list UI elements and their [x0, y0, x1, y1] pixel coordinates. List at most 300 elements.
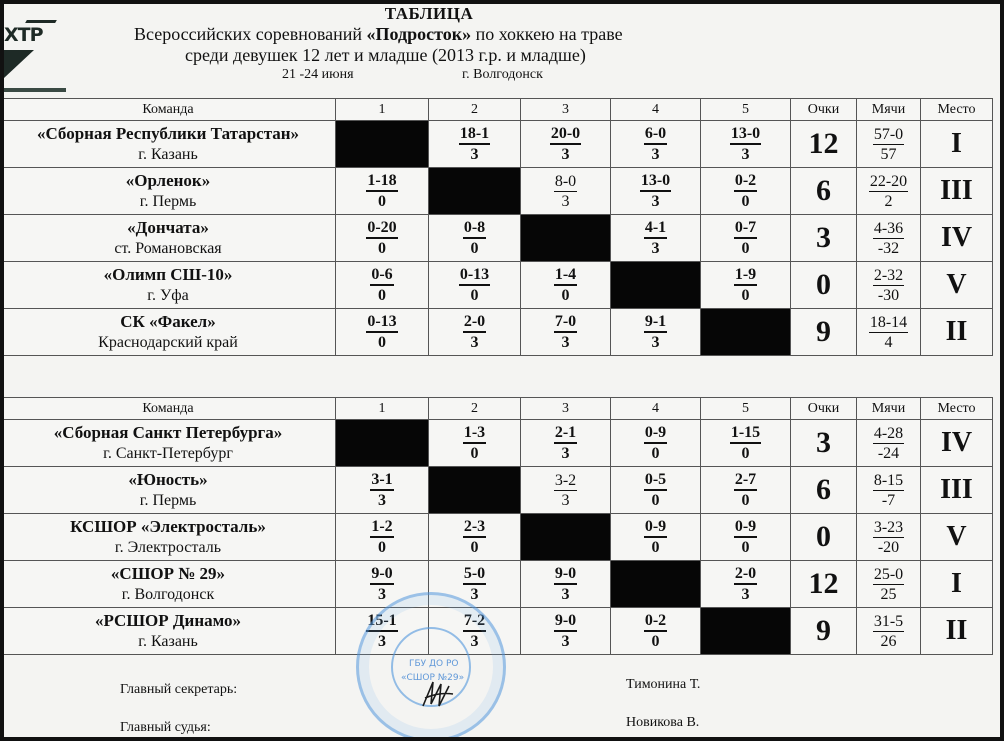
goals-for-against: 57-0 [873, 125, 904, 143]
match-result [459, 265, 490, 305]
match-result [734, 218, 757, 258]
match-points: 0 [470, 240, 479, 257]
goal-difference: -20 [877, 538, 900, 556]
match-result-cell [336, 514, 429, 561]
match-result [370, 470, 393, 510]
match-points: 0 [377, 240, 386, 257]
match-score: 2-0 [734, 564, 757, 585]
match-score: 3-2 [554, 471, 577, 489]
match-result-cell [521, 121, 611, 168]
team-city: г. Уфа [147, 287, 189, 304]
match-points: 0 [377, 334, 386, 351]
total-points: 0 [791, 514, 857, 561]
subtitle-suffix: по хоккею на траве [471, 24, 623, 44]
header-col-1: 1 [336, 398, 429, 420]
match-score: 2-1 [554, 423, 577, 444]
signature-icon [419, 676, 459, 712]
final-place: III [921, 467, 993, 514]
match-result [640, 171, 671, 211]
match-score: 0-2 [734, 171, 757, 192]
match-result-cell [521, 467, 611, 514]
match-score: 0-9 [734, 517, 757, 538]
match-points: 3 [561, 192, 570, 210]
match-result [463, 517, 486, 557]
match-result-cell [701, 121, 791, 168]
match-score: 1-3 [463, 423, 486, 444]
match-points: 3 [561, 146, 570, 163]
goals-cell [857, 262, 921, 309]
match-result [734, 265, 757, 305]
match-score: 0-20 [366, 218, 397, 239]
match-result [644, 218, 667, 258]
match-result [370, 564, 393, 604]
match-score: 18-1 [459, 124, 490, 145]
match-points: 3 [377, 586, 386, 603]
match-score: 1-9 [734, 265, 757, 286]
total-points: 6 [791, 467, 857, 514]
goal-difference: 4 [884, 333, 893, 351]
match-result-cell [701, 467, 791, 514]
header-col-4: 4 [611, 99, 701, 121]
match-score: 20-0 [550, 124, 581, 145]
final-place: IV [921, 215, 993, 262]
self-match-cell [521, 215, 611, 262]
team-city: г. Казань [138, 146, 198, 163]
match-result [644, 312, 667, 352]
match-result-cell [336, 215, 429, 262]
match-result [644, 517, 667, 557]
goal-difference: 25 [880, 585, 897, 603]
document-title: ТАБЛИЦА [384, 4, 474, 23]
header-place: Место [921, 99, 993, 121]
match-points: 0 [741, 287, 750, 304]
self-match-cell [336, 121, 429, 168]
federation-logo [4, 16, 74, 88]
header-place: Место [921, 398, 993, 420]
match-result-cell [429, 121, 521, 168]
match-result [366, 312, 397, 352]
total-points: 0 [791, 262, 857, 309]
final-place: IV [921, 420, 993, 467]
event-name: «Подросток» [366, 24, 472, 44]
match-result [463, 564, 486, 604]
table-row [4, 309, 993, 356]
goals-for-against: 22-20 [869, 172, 908, 190]
event-dates: 21 -24 июня [282, 67, 354, 82]
goals-cell [857, 467, 921, 514]
table-row [4, 168, 993, 215]
match-result [370, 265, 393, 305]
self-match-cell [429, 168, 521, 215]
match-result-cell [429, 514, 521, 561]
goals-cell [857, 121, 921, 168]
match-score: 0-2 [644, 611, 667, 632]
table-row [4, 215, 993, 262]
goals-cell [857, 215, 921, 262]
match-result-cell [521, 168, 611, 215]
match-result-cell [429, 262, 521, 309]
match-points: 0 [561, 287, 570, 304]
judge-name: Новикова В. [626, 715, 700, 730]
group1-standings-table [4, 98, 993, 356]
team-name: «Сборная Санкт Петербурга» [53, 423, 283, 442]
team-city: г. Пермь [139, 193, 197, 210]
match-result-cell [336, 262, 429, 309]
goals-for-against: 25-0 [873, 565, 904, 583]
goals-for-against: 3-23 [873, 518, 904, 536]
table-header-row [4, 99, 993, 121]
match-score: 7-2 [463, 611, 486, 632]
team-cell [4, 514, 336, 561]
header-points: Очки [791, 99, 857, 121]
match-score: 6-0 [644, 124, 667, 145]
final-place: II [921, 309, 993, 356]
match-result [644, 470, 667, 510]
header-col-2: 2 [429, 99, 521, 121]
match-score: 9-1 [644, 312, 667, 333]
total-points: 3 [791, 420, 857, 467]
team-name: «Юность» [128, 470, 208, 489]
match-points: 3 [561, 491, 570, 509]
match-points: 0 [741, 539, 750, 556]
match-score: 9-0 [554, 611, 577, 632]
match-result [644, 423, 667, 463]
match-result [554, 611, 577, 651]
goals-cell [857, 168, 921, 215]
match-result [554, 564, 577, 604]
match-points: 0 [651, 539, 660, 556]
match-points: 3 [470, 334, 479, 351]
match-points: 3 [377, 633, 386, 650]
goals-fraction [873, 125, 904, 164]
match-points: 3 [561, 445, 570, 462]
header-col-4: 4 [611, 398, 701, 420]
match-result [644, 124, 667, 164]
total-points: 12 [791, 121, 857, 168]
match-result-cell [429, 215, 521, 262]
match-points: 3 [651, 240, 660, 257]
team-name: «Олимп СШ-10» [103, 265, 233, 284]
logo-triangle-icon [4, 50, 34, 78]
match-result [644, 611, 667, 651]
team-cell [4, 309, 336, 356]
match-result [734, 564, 757, 604]
final-place: III [921, 168, 993, 215]
match-score: 0-13 [366, 312, 397, 333]
table-row [4, 467, 993, 514]
table-row [4, 420, 993, 467]
match-result-cell [611, 467, 701, 514]
header-col-5: 5 [701, 398, 791, 420]
team-name: «СШОР № 29» [110, 564, 226, 583]
match-result [734, 517, 757, 557]
match-points: 0 [651, 633, 660, 650]
match-score: 1-4 [554, 265, 577, 286]
match-score: 4-1 [644, 218, 667, 239]
match-result-cell [611, 608, 701, 655]
match-result-cell [701, 215, 791, 262]
match-result-cell [701, 262, 791, 309]
match-points: 3 [561, 586, 570, 603]
match-score: 15-1 [366, 611, 397, 632]
match-points: 0 [741, 193, 750, 210]
goals-fraction [873, 612, 904, 651]
goals-cell [857, 309, 921, 356]
goals-fraction [873, 219, 904, 258]
match-result-cell [429, 420, 521, 467]
match-result-cell [521, 561, 611, 608]
match-result [366, 218, 397, 258]
match-result-cell [336, 168, 429, 215]
self-match-cell [429, 467, 521, 514]
match-result [554, 312, 577, 352]
match-result [730, 124, 761, 164]
goal-difference: 57 [880, 145, 897, 163]
goals-cell [857, 514, 921, 561]
match-score: 9-0 [370, 564, 393, 585]
match-score: 2-7 [734, 470, 757, 491]
self-match-cell [521, 514, 611, 561]
final-place: I [921, 121, 993, 168]
goal-difference: 26 [880, 632, 897, 650]
goals-for-against: 4-28 [873, 424, 904, 442]
header-col-3: 3 [521, 398, 611, 420]
match-points: 0 [651, 445, 660, 462]
total-points: 3 [791, 215, 857, 262]
team-cell [4, 608, 336, 655]
match-result-cell [611, 168, 701, 215]
goals-fraction [869, 172, 908, 211]
match-points: 0 [651, 492, 660, 509]
header-goals: Мячи [857, 398, 921, 420]
goals-fraction [873, 266, 904, 305]
match-result-cell [521, 262, 611, 309]
secretary-label: Главный секретарь: [120, 682, 238, 697]
match-result-cell [611, 121, 701, 168]
team-cell [4, 168, 336, 215]
table-row [4, 121, 993, 168]
goal-difference: -7 [881, 491, 896, 509]
goal-difference: -30 [877, 286, 900, 304]
subtitle-prefix: Всероссийских соревнований [134, 24, 367, 44]
team-city: г. Электросталь [114, 539, 222, 556]
secretary-name: Тимонина Т. [626, 677, 701, 692]
match-score: 7-0 [554, 312, 577, 333]
match-result [730, 423, 761, 463]
match-points: 3 [561, 633, 570, 650]
goals-cell [857, 608, 921, 655]
final-place: V [921, 514, 993, 561]
match-score: 3-1 [370, 470, 393, 491]
goal-difference: -32 [877, 239, 900, 257]
match-result [734, 470, 757, 510]
match-result-cell [521, 420, 611, 467]
match-result-cell [611, 514, 701, 561]
match-score: 1-2 [370, 517, 393, 538]
category-line: среди девушек 12 лет и младше (2013 г.р. и младше) [185, 45, 586, 65]
match-result [554, 471, 577, 510]
self-match-cell [701, 608, 791, 655]
team-city: Краснодарский край [98, 334, 238, 351]
self-match-cell [336, 420, 429, 467]
document-subtitle [134, 24, 623, 45]
final-place: I [921, 561, 993, 608]
match-result-cell [701, 420, 791, 467]
match-points: 0 [470, 287, 479, 304]
table-row [4, 514, 993, 561]
team-name: СК «Факел» [120, 312, 216, 331]
goals-fraction [869, 313, 908, 352]
header-team: Команда [4, 99, 336, 121]
match-score: 1-15 [730, 423, 761, 444]
header-col-1: 1 [336, 99, 429, 121]
goals-fraction [873, 424, 904, 463]
match-points: 3 [470, 146, 479, 163]
total-points: 6 [791, 168, 857, 215]
goals-for-against: 8-15 [873, 471, 904, 489]
logo-underline [4, 88, 66, 92]
header-col-2: 2 [429, 398, 521, 420]
self-match-cell [611, 561, 701, 608]
match-score: 0-5 [644, 470, 667, 491]
match-result-cell [336, 467, 429, 514]
table-row [4, 262, 993, 309]
match-score: 2-3 [463, 517, 486, 538]
match-points: 0 [377, 193, 386, 210]
table-row [4, 561, 993, 608]
match-points: 0 [741, 445, 750, 462]
goals-fraction [873, 518, 904, 557]
header-col-3: 3 [521, 99, 611, 121]
match-score: 8-0 [554, 172, 577, 190]
stamp-school: «СШОР №29» [401, 673, 465, 683]
match-score: 0-9 [644, 517, 667, 538]
header-points: Очки [791, 398, 857, 420]
goal-difference: 2 [884, 192, 893, 210]
match-score: 1-18 [366, 171, 397, 192]
team-city: г. Санкт-Петербург [103, 445, 233, 462]
match-result [459, 124, 490, 164]
final-place: V [921, 262, 993, 309]
match-points: 3 [651, 334, 660, 351]
match-score: 0-13 [459, 265, 490, 286]
goals-cell [857, 561, 921, 608]
header-col-5: 5 [701, 99, 791, 121]
match-points: 3 [470, 586, 479, 603]
team-cell [4, 262, 336, 309]
match-result [463, 218, 486, 258]
group2-standings-table [4, 397, 993, 655]
match-score: 2-0 [463, 312, 486, 333]
match-points: 3 [741, 146, 750, 163]
match-result [370, 517, 393, 557]
match-result-cell [611, 309, 701, 356]
match-result [554, 172, 577, 211]
match-points: 0 [377, 287, 386, 304]
match-result [463, 423, 486, 463]
match-points: 0 [741, 240, 750, 257]
goals-cell [857, 420, 921, 467]
match-points: 0 [377, 539, 386, 556]
team-city: ст. Романовская [114, 240, 222, 257]
final-place: II [921, 608, 993, 655]
match-result [366, 171, 397, 211]
match-points: 3 [470, 633, 479, 650]
match-result-cell [521, 608, 611, 655]
team-name: «РСШОР Динамо» [94, 611, 242, 630]
team-cell [4, 121, 336, 168]
self-match-cell [611, 262, 701, 309]
team-cell [4, 561, 336, 608]
match-result-cell [701, 168, 791, 215]
total-points: 9 [791, 309, 857, 356]
match-result-cell [611, 215, 701, 262]
team-name: «Орленок» [125, 171, 211, 190]
match-result-cell [336, 309, 429, 356]
team-cell [4, 420, 336, 467]
self-match-cell [701, 309, 791, 356]
team-city: г. Пермь [139, 492, 197, 509]
team-city: г. Казань [138, 633, 198, 650]
match-result-cell [429, 309, 521, 356]
logo-text: ХТР [4, 24, 43, 46]
match-score: 9-0 [554, 564, 577, 585]
match-score: 0-7 [734, 218, 757, 239]
match-result-cell [701, 514, 791, 561]
goal-difference: -24 [877, 444, 900, 462]
total-points: 9 [791, 608, 857, 655]
match-result [550, 124, 581, 164]
match-points: 0 [741, 492, 750, 509]
judge-label: Главный судья: [120, 720, 211, 735]
match-result [554, 423, 577, 463]
table-header-row [4, 398, 993, 420]
goals-fraction [873, 565, 904, 604]
match-score: 13-0 [640, 171, 671, 192]
match-result [734, 171, 757, 211]
goals-for-against: 18-14 [869, 313, 908, 331]
team-name: КСШОР «Электросталь» [70, 517, 266, 536]
goals-for-against: 4-36 [873, 219, 904, 237]
event-city: г. Волгодонск [462, 67, 543, 82]
match-result-cell [701, 561, 791, 608]
header-goals: Мячи [857, 99, 921, 121]
team-cell [4, 467, 336, 514]
match-points: 3 [561, 334, 570, 351]
match-points: 0 [470, 539, 479, 556]
stamp-org: ГБУ ДО РО [409, 659, 459, 669]
match-points: 3 [651, 146, 660, 163]
total-points: 12 [791, 561, 857, 608]
official-stamp [356, 592, 506, 737]
goals-fraction [873, 471, 904, 510]
team-cell [4, 215, 336, 262]
scanned-document [4, 4, 1000, 737]
match-score: 5-0 [463, 564, 486, 585]
match-score: 13-0 [730, 124, 761, 145]
match-result-cell [521, 309, 611, 356]
match-score: 0-9 [644, 423, 667, 444]
match-result [463, 312, 486, 352]
team-name: «Дончата» [127, 218, 209, 237]
goals-for-against: 31-5 [873, 612, 904, 630]
goals-for-against: 2-32 [873, 266, 904, 284]
team-city: г. Волгодонск [121, 586, 215, 603]
match-score: 0-8 [463, 218, 486, 239]
header-team: Команда [4, 398, 336, 420]
match-result-cell [611, 420, 701, 467]
match-points: 3 [651, 193, 660, 210]
